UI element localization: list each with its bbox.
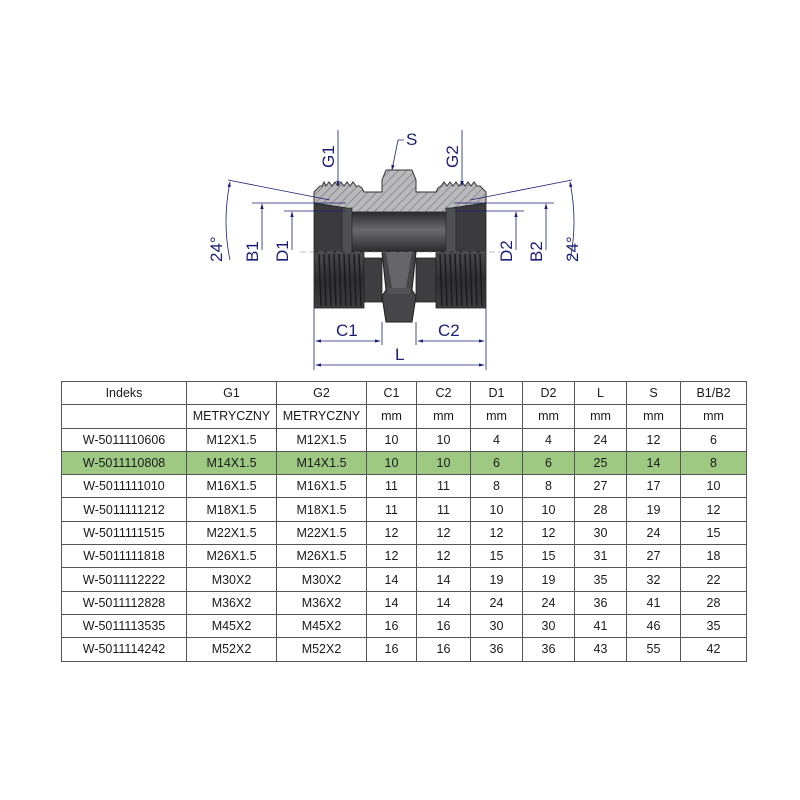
unit-cell: mm [523,405,575,428]
table-cell: W-5011110606 [62,428,187,451]
table-cell: 11 [367,475,417,498]
table-cell: 30 [523,614,575,637]
table-cell: M14X1.5 [187,451,277,474]
table-cell: 11 [417,498,471,521]
table-cell: 12 [681,498,747,521]
table-cell: 14 [417,591,471,614]
header-c1: C1 [367,382,417,405]
table-cell: W-5011111010 [62,475,187,498]
unit-cell: mm [367,405,417,428]
exterior-view [300,252,500,322]
table-cell: 4 [523,428,575,451]
table-cell: 4 [471,428,523,451]
table-row [62,475,747,498]
table-cell: 36 [523,638,575,661]
table-cell: W-5011110808 [62,451,187,474]
label-c2: C2 [438,321,460,340]
table-cell: 30 [575,521,627,544]
unit-cell: mm [417,405,471,428]
table-cell: M30X2 [277,568,367,591]
table-cell: M26X1.5 [187,545,277,568]
table-cell: M16X1.5 [277,475,367,498]
table-cell: 41 [575,614,627,637]
label-l: L [395,345,405,364]
table-cell: 24 [575,428,627,451]
label-d1: D1 [273,240,292,262]
table-row [62,428,747,451]
table-cell: 12 [367,545,417,568]
header-g1: G1 [187,382,277,405]
table-cell: M18X1.5 [187,498,277,521]
table-cell: 18 [681,545,747,568]
table-cell: 16 [367,614,417,637]
table-cell: M22X1.5 [277,521,367,544]
table-cell: 11 [367,498,417,521]
table-cell: M30X2 [187,568,277,591]
table-cell: M52X2 [187,638,277,661]
label-angle-left: 24° [207,236,226,262]
table-cell: 10 [417,428,471,451]
table-cell: 32 [627,568,681,591]
table-cell: 28 [575,498,627,521]
header-d2: D2 [523,382,575,405]
label-angle-right: 24° [563,236,582,262]
header-row [62,382,747,405]
table-cell: W-5011114242 [62,638,187,661]
label-b1: B1 [243,241,262,262]
table-cell: M26X1.5 [277,545,367,568]
table-cell: 8 [523,475,575,498]
table-cell: 24 [471,591,523,614]
table-cell: 12 [471,521,523,544]
table-cell: 14 [627,451,681,474]
fitting-technical-drawing [0,0,800,380]
unit-cell: mm [575,405,627,428]
table-cell: 6 [471,451,523,474]
table-cell: 42 [681,638,747,661]
table-cell: 15 [523,545,575,568]
table-cell: 12 [417,521,471,544]
table-row [62,591,747,614]
unit-cell: mm [471,405,523,428]
units-row [62,405,747,428]
table-cell: 28 [681,591,747,614]
table-cell: M36X2 [277,591,367,614]
table-cell: 22 [681,568,747,591]
table-cell: 10 [417,451,471,474]
table-cell: W-5011112222 [62,568,187,591]
table-cell: 10 [367,451,417,474]
table-row [62,638,747,661]
table-row [62,451,747,474]
table-cell: 12 [523,521,575,544]
table-cell: W-5011112828 [62,591,187,614]
table-cell: 11 [417,475,471,498]
table-cell: 17 [627,475,681,498]
table-cell: 55 [627,638,681,661]
table-cell: 10 [471,498,523,521]
header-c2: C2 [417,382,471,405]
table-cell: 24 [627,521,681,544]
table-cell: M12X1.5 [277,428,367,451]
table-cell: 35 [575,568,627,591]
table-cell: W-5011111212 [62,498,187,521]
table-cell: 12 [367,521,417,544]
table-cell: M36X2 [187,591,277,614]
table-cell: 14 [367,591,417,614]
table-row [62,498,747,521]
header-b1b2: B1/B2 [681,382,747,405]
header-indeks: Indeks [62,382,187,405]
table-cell: 6 [681,428,747,451]
label-g1: G1 [319,145,338,168]
table-cell: 36 [575,591,627,614]
header-g2: G2 [277,382,367,405]
unit-cell: mm [627,405,681,428]
header-s: S [627,382,681,405]
table-cell: 10 [523,498,575,521]
unit-cell: mm [681,405,747,428]
table-cell: 15 [471,545,523,568]
table-cell: 35 [681,614,747,637]
unit-cell: METRYCZNY [187,405,277,428]
table-cell: M18X1.5 [277,498,367,521]
table-cell: 10 [681,475,747,498]
label-c1: C1 [336,321,358,340]
unit-cell [62,405,187,428]
table-cell: 8 [471,475,523,498]
table-cell: M16X1.5 [187,475,277,498]
table-cell: 41 [627,591,681,614]
header-l: L [575,382,627,405]
table-cell: 10 [367,428,417,451]
table-cell: 25 [575,451,627,474]
label-s: S [406,130,418,149]
table-cell: 8 [681,451,747,474]
table-cell: M52X2 [277,638,367,661]
table-row [62,568,747,591]
table-cell: 12 [627,428,681,451]
table-cell: 14 [367,568,417,591]
table-cell: 16 [417,614,471,637]
table-cell: 43 [575,638,627,661]
table-row [62,545,747,568]
table-cell: W-5011111515 [62,521,187,544]
table-cell: 36 [471,638,523,661]
table-cell: 27 [575,475,627,498]
table-cell: 15 [681,521,747,544]
table-cell: 16 [367,638,417,661]
unit-cell: METRYCZNY [277,405,367,428]
table-cell: 27 [627,545,681,568]
table-cell: 46 [627,614,681,637]
header-d1: D1 [471,382,523,405]
table-cell: M45X2 [187,614,277,637]
table-cell: 19 [471,568,523,591]
label-d2: D2 [497,240,516,262]
table-cell: M45X2 [277,614,367,637]
table-cell: M12X1.5 [187,428,277,451]
table-cell: M22X1.5 [187,521,277,544]
table-cell: 31 [575,545,627,568]
table-cell: W-5011111818 [62,545,187,568]
table-cell: 12 [417,545,471,568]
table-cell: 19 [627,498,681,521]
table-cell: M14X1.5 [277,451,367,474]
spec-table [61,381,747,662]
label-g2: G2 [443,145,462,168]
label-b2: B2 [527,241,546,262]
table-cell: 14 [417,568,471,591]
table-cell: 24 [523,591,575,614]
table-cell: 16 [417,638,471,661]
table-row [62,614,747,637]
table-cell: 30 [471,614,523,637]
table-row [62,521,747,544]
table-cell: 6 [523,451,575,474]
table-cell: W-5011113535 [62,614,187,637]
table-cell: 19 [523,568,575,591]
